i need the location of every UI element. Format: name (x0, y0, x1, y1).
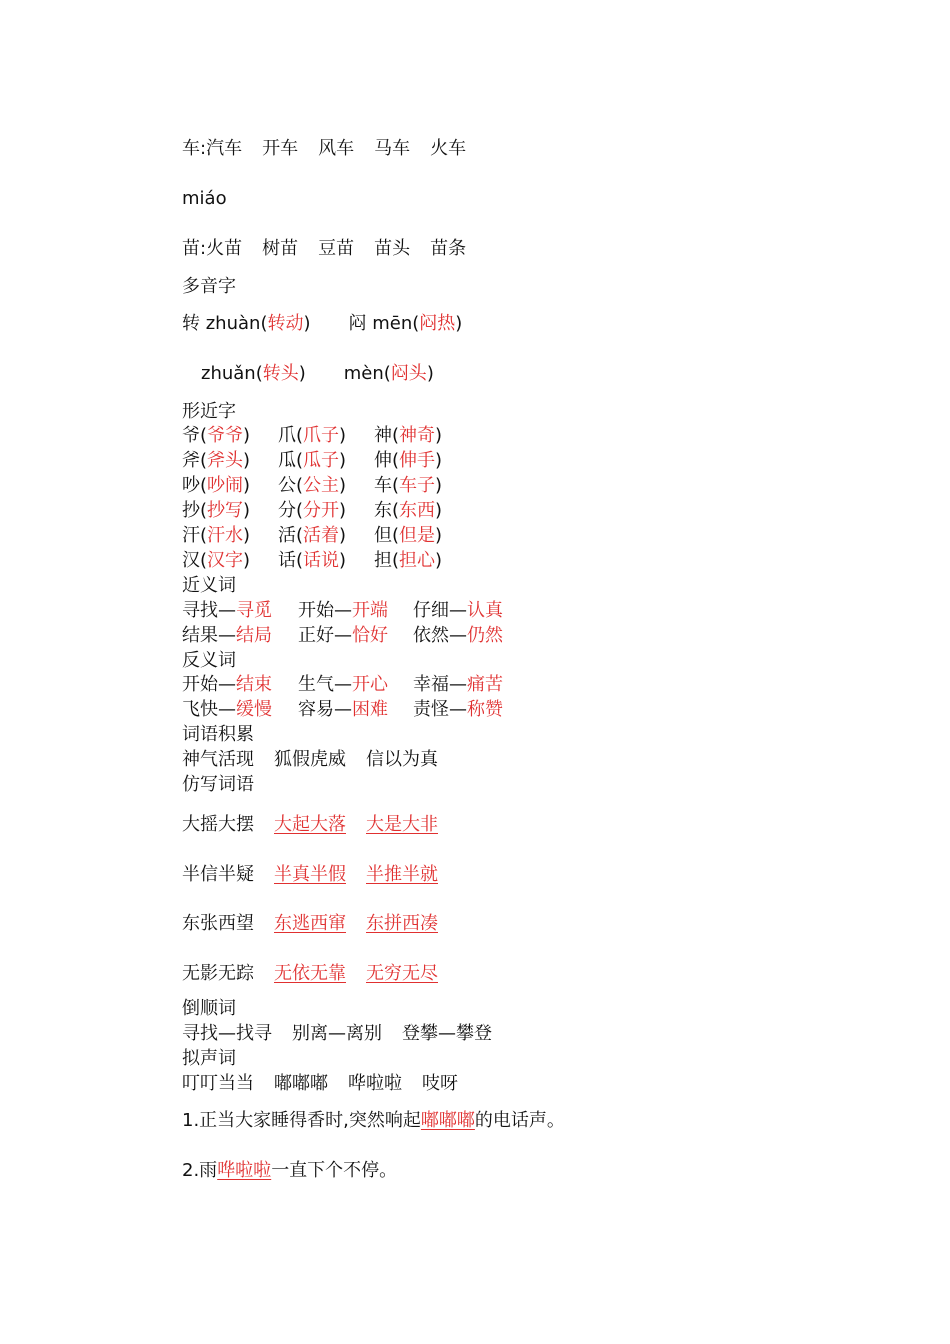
word: 苗条 (430, 238, 467, 259)
antonyms-title: 反义词 (182, 650, 236, 671)
reversed-line (182, 1022, 492, 1046)
similar-char: 担 (374, 550, 392, 571)
dash: — (334, 674, 352, 695)
paren: ) (298, 363, 306, 384)
miao-pinyin: miáo (182, 188, 227, 209)
antonyms-pair (413, 673, 503, 697)
word: 叮叮当当 (182, 1073, 254, 1094)
similar-answer: 抄写 (207, 500, 244, 521)
car-head: 车: (182, 138, 207, 159)
synonyms-word: 开始 (298, 600, 334, 621)
similar-answer: 但是 (399, 525, 436, 546)
onomatopoeia-title: 拟声词 (182, 1048, 236, 1069)
similar-item: 活(活着) (278, 525, 347, 546)
imitate-model: 大摇大摆 (182, 814, 254, 835)
car-line (182, 137, 466, 161)
similar-item: 斧(斧头) (182, 450, 251, 471)
similar-char: 活 (278, 525, 296, 546)
word: 火车 (430, 138, 467, 159)
similar-answer: 话说 (303, 550, 340, 571)
sentence-answer: 嘟嘟嘟 (420, 1110, 475, 1131)
synonyms-pair (298, 599, 388, 623)
antonyms-pair (298, 698, 388, 722)
antonyms-answer: 痛苦 (467, 674, 503, 695)
similar-answer: 公主 (303, 475, 340, 496)
word: 树苗 (262, 238, 299, 259)
similar-char: 瓜 (278, 450, 296, 471)
similar-item: 分(分开) (278, 500, 347, 521)
sentence-1 (182, 1109, 565, 1133)
similar-item: 抄(抄写) (182, 500, 251, 521)
word: 豆苗 (318, 238, 355, 259)
similar-answer: 爪子 (303, 425, 340, 446)
similar-answer: 东西 (399, 500, 436, 521)
dash: — (218, 699, 236, 720)
similar-char: 伸 (374, 450, 392, 471)
synonyms-answer: 寻觅 (236, 600, 272, 621)
sentence-text: 的电话声。 (474, 1110, 565, 1131)
paren: ) (426, 363, 434, 384)
sentence-answer: 哗啦啦 (217, 1160, 272, 1181)
paren: ) (303, 313, 311, 334)
synonyms-word: 依然 (413, 625, 449, 646)
similar-answer: 神奇 (399, 425, 436, 446)
word: 别离 (292, 1023, 328, 1044)
similar-item: 担(担心) (374, 550, 443, 571)
similar-char: 分 (278, 500, 296, 521)
sentence-text: 2.雨 (182, 1160, 218, 1181)
answer: 转头 (262, 363, 299, 384)
similar-answer: 担心 (399, 550, 436, 571)
similar-item: 伸(伸手) (374, 450, 443, 471)
dash: — (218, 600, 236, 621)
word: 火苗 (206, 238, 243, 259)
similar-answer: 车子 (399, 475, 436, 496)
synonyms-pair (182, 599, 272, 623)
word: 吱呀 (422, 1073, 458, 1094)
word: 离别 (346, 1023, 382, 1044)
similar-answer: 斧头 (207, 450, 244, 471)
pinyin: zhuàn( (205, 313, 268, 334)
antonyms-word: 飞快 (182, 699, 218, 720)
similar-answer: 汉字 (207, 550, 244, 571)
imitate-model: 无影无踪 (182, 963, 254, 984)
antonyms-word: 开始 (182, 674, 218, 695)
synonyms-word: 仔细 (413, 600, 449, 621)
sentence-text: 1.正当大家睡得香时,突然响起 (182, 1110, 421, 1131)
pinyin: mèn( (343, 363, 391, 384)
word: 攀登 (456, 1023, 492, 1044)
similar-answer: 吵闹 (207, 475, 244, 496)
word: 哗啦啦 (348, 1073, 402, 1094)
onomatopoeia-line (182, 1072, 458, 1096)
sentence-2 (182, 1159, 397, 1183)
similar-item: 但(但是) (374, 525, 443, 546)
similar-char: 爷 (182, 425, 200, 446)
antonyms-answer: 称赞 (467, 699, 503, 720)
similar-answer: 汗水 (207, 525, 244, 546)
sentence-text: 一直下个不停。 (271, 1160, 398, 1181)
dash: — (449, 699, 467, 720)
imitate-answer: 大起大落 (274, 814, 346, 835)
word: 汽车 (206, 138, 243, 159)
similar-char: 抄 (182, 500, 200, 521)
similar-item: 神(神奇) (374, 425, 443, 446)
imitate-model: 半信半疑 (182, 864, 254, 885)
dash: — (334, 699, 352, 720)
synonyms-answer: 开端 (352, 600, 388, 621)
word: 登攀 (402, 1023, 438, 1044)
dash: — (218, 1023, 236, 1044)
similar-answer: 分开 (303, 500, 340, 521)
antonyms-pair (298, 673, 388, 697)
similar-char: 神 (374, 425, 392, 446)
synonyms-pair (413, 624, 503, 648)
similar-answer: 瓜子 (303, 450, 340, 471)
word: 嘟嘟嘟 (274, 1073, 328, 1094)
antonyms-answer: 结束 (236, 674, 272, 695)
similar-char: 汗 (182, 525, 200, 546)
similar-char: 斧 (182, 450, 200, 471)
similar-char: 话 (278, 550, 296, 571)
imitate-answer: 大是大非 (366, 814, 438, 835)
antonyms-answer: 缓慢 (236, 699, 272, 720)
imitate-model: 东张西望 (182, 913, 254, 934)
idioms-title: 词语积累 (182, 724, 254, 745)
reversed-title: 倒顺词 (182, 998, 236, 1019)
imitate-answer: 半真半假 (274, 864, 346, 885)
antonyms-word: 幸福 (413, 674, 449, 695)
paren: ) (455, 313, 463, 334)
synonyms-title: 近义词 (182, 575, 236, 596)
similar-item: 吵(吵闹) (182, 475, 251, 496)
synonyms-answer: 结局 (236, 625, 272, 646)
miao-line (182, 237, 466, 261)
similar-char: 但 (374, 525, 392, 546)
similar-char: 汉 (182, 550, 200, 571)
pinyin: mēn( (372, 313, 420, 334)
miao-head: 苗: (182, 238, 207, 259)
similar-item: 汗(汗水) (182, 525, 251, 546)
dash: — (449, 674, 467, 695)
word: 苗头 (374, 238, 411, 259)
polyphone-row-1 (182, 312, 462, 336)
dash: — (218, 674, 236, 695)
idioms-line (182, 748, 438, 772)
pinyin: zhuǎn( (201, 363, 263, 384)
antonyms-word: 生气 (298, 674, 334, 695)
idiom: 狐假虎威 (274, 749, 346, 770)
synonyms-word: 结果 (182, 625, 218, 646)
imitate-title: 仿写词语 (182, 774, 254, 795)
dash: — (449, 625, 467, 646)
imitate-answer: 东逃西窜 (274, 913, 346, 934)
similar-answer: 爷爷 (207, 425, 244, 446)
answer: 闷热 (419, 313, 456, 334)
idiom: 神气活现 (182, 749, 254, 770)
similar-answer: 伸手 (399, 450, 436, 471)
imitate-row (182, 863, 438, 887)
similar-item: 车(车子) (374, 475, 443, 496)
synonyms-answer: 仍然 (467, 625, 503, 646)
word: 马车 (374, 138, 411, 159)
similar-item: 爪(爪子) (278, 425, 347, 446)
polyphone-row-2 (201, 362, 434, 386)
imitate-answer: 无依无靠 (274, 963, 346, 984)
synonyms-word: 正好 (298, 625, 334, 646)
antonyms-answer: 困难 (352, 699, 388, 720)
imitate-answer: 东拼西凑 (366, 913, 438, 934)
imitate-answer: 半推半就 (366, 864, 438, 885)
idiom: 信以为真 (366, 749, 438, 770)
imitate-row (182, 813, 438, 837)
similar-char: 吵 (182, 475, 200, 496)
imitate-answer: 无穷无尽 (366, 963, 438, 984)
antonyms-pair (182, 673, 272, 697)
word: 开车 (262, 138, 299, 159)
antonyms-answer: 开心 (352, 674, 388, 695)
synonyms-pair (298, 624, 388, 648)
dash: — (334, 625, 352, 646)
synonyms-pair (182, 624, 272, 648)
similar-item: 瓜(瓜子) (278, 450, 347, 471)
char: 转 (182, 313, 200, 334)
synonyms-pair (413, 599, 503, 623)
synonyms-word: 寻找 (182, 600, 218, 621)
similar-item: 公(公主) (278, 475, 347, 496)
similar-char: 公 (278, 475, 296, 496)
char: 闷 (348, 313, 367, 334)
antonyms-pair (182, 698, 272, 722)
antonyms-word: 责怪 (413, 699, 449, 720)
dash: — (438, 1023, 456, 1044)
similar-answer: 活着 (303, 525, 340, 546)
word: 找寻 (236, 1023, 272, 1044)
imitate-row (182, 912, 438, 936)
similar-item: 话(话说) (278, 550, 347, 571)
similar-char: 爪 (278, 425, 296, 446)
similar-char: 东 (374, 500, 392, 521)
similar-title: 形近字 (182, 401, 236, 422)
antonyms-pair (413, 698, 503, 722)
dash: — (334, 600, 352, 621)
dash: — (328, 1023, 346, 1044)
dash: — (449, 600, 467, 621)
word: 寻找 (182, 1023, 218, 1044)
polyphone-title: 多音字 (182, 276, 236, 297)
similar-item: 东(东西) (374, 500, 443, 521)
answer: 转动 (267, 313, 304, 334)
word: 风车 (318, 138, 355, 159)
synonyms-answer: 认真 (467, 600, 503, 621)
synonyms-answer: 恰好 (352, 625, 388, 646)
similar-item: 汉(汉字) (182, 550, 251, 571)
answer: 闷头 (390, 363, 427, 384)
imitate-row (182, 962, 438, 986)
dash: — (218, 625, 236, 646)
similar-item: 爷(爷爷) (182, 425, 251, 446)
antonyms-word: 容易 (298, 699, 334, 720)
similar-char: 车 (374, 475, 392, 496)
